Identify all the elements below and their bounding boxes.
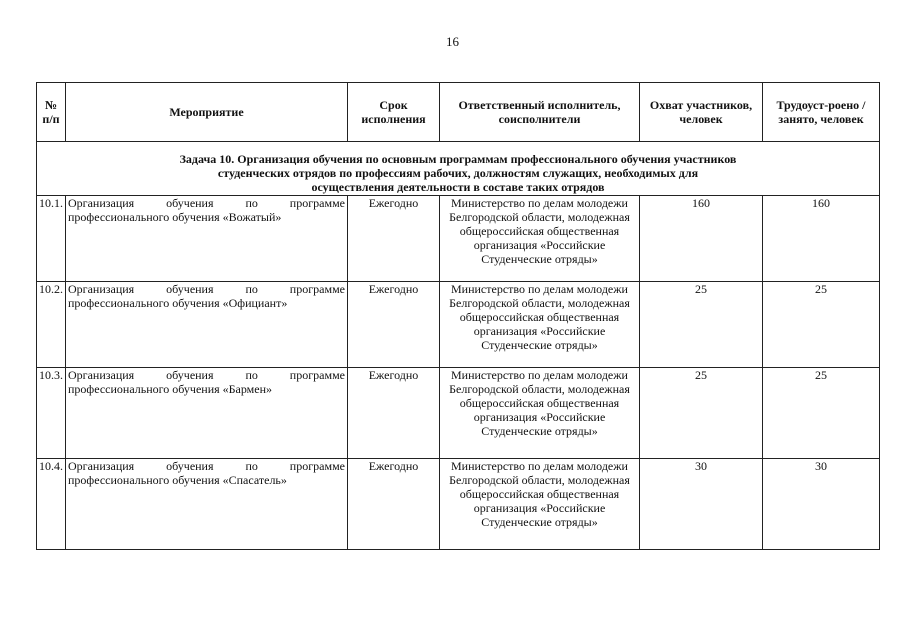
row-term: Ежегодно (348, 196, 440, 282)
row-event: Организация обучения по программе профессионального обучения «Официант» (66, 282, 348, 368)
page-number: 16 (446, 34, 459, 49)
table-row (37, 282, 880, 368)
header-coverage: Охват участников, человек (640, 83, 763, 142)
row-responsible: Министерство по делам молодежи Белгородской области, молодежная общероссийская общественная организация «Российские Студенческие отряды» (440, 282, 640, 368)
header-num: № п/п (37, 83, 66, 142)
row-event: Организация обучения по программе профессионального обучения «Спасатель» (66, 459, 348, 550)
table-row (37, 368, 880, 459)
header-term: Срок исполнения (348, 83, 440, 142)
row-event: Организация обучения по программе профессионального обучения «Бармен» (66, 368, 348, 459)
row-employed: 25 (763, 282, 880, 368)
task-row (37, 142, 880, 196)
row-num: 10.1. (37, 196, 66, 282)
events-table (36, 82, 880, 550)
row-employed: 25 (763, 368, 880, 459)
row-responsible: Министерство по делам молодежи Белгородской области, молодежная общероссийская общественная организация «Российские Студенческие отряды» (440, 459, 640, 550)
row-event: Организация обучения по программе профессионального обучения «Вожатый» (66, 196, 348, 282)
table-row (37, 459, 880, 550)
row-coverage: 25 (640, 282, 763, 368)
table-header-row (37, 83, 880, 142)
row-coverage: 160 (640, 196, 763, 282)
row-term: Ежегодно (348, 368, 440, 459)
row-num: 10.4. (37, 459, 66, 550)
task-title: Задача 10. Организация обучения по основным программам профессионального обучения участников студенческих отрядов по профессиям рабочих, должностям служащих, необходимых для осуществления деятельности в составе таких отрядов (37, 142, 880, 196)
header-event: Мероприятие (66, 83, 348, 142)
row-responsible: Министерство по делам молодежи Белгородской области, молодежная общероссийская общественная организация «Российские Студенческие отряды» (440, 196, 640, 282)
row-employed: 160 (763, 196, 880, 282)
header-employed: Трудоуст-роено / занято, человек (763, 83, 880, 142)
row-responsible: Министерство по делам молодежи Белгородской области, молодежная общероссийская общественная организация «Российские Студенческие отряды» (440, 368, 640, 459)
row-term: Ежегодно (348, 282, 440, 368)
row-coverage: 30 (640, 459, 763, 550)
table-row (37, 196, 880, 282)
row-num: 10.2. (37, 282, 66, 368)
row-term: Ежегодно (348, 459, 440, 550)
row-coverage: 25 (640, 368, 763, 459)
row-employed: 30 (763, 459, 880, 550)
header-responsible: Ответственный исполнитель, соисполнители (440, 83, 640, 142)
row-num: 10.3. (37, 368, 66, 459)
